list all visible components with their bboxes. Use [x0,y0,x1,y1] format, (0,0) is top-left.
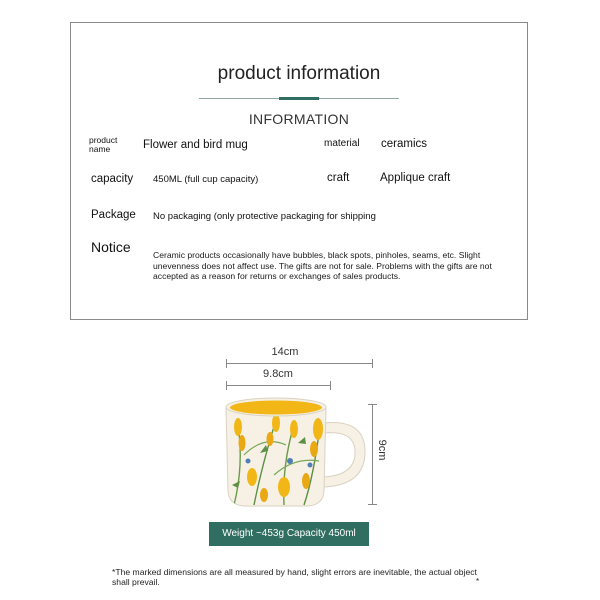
title-divider-accent [279,97,319,100]
dimension-height-label: 9cm [376,439,388,461]
dimension-tick [330,381,331,390]
dimension-outer-width-line [226,363,372,364]
dimension-body-width-label: 9.8cm [263,368,293,380]
weight-capacity-banner: Weight ~453g Capacity 450ml [209,522,369,546]
product-name-label: product name [89,135,118,154]
craft-label: craft [327,172,350,184]
product-name-value: Flower and bird mug [143,139,248,151]
dimension-tick [372,359,373,368]
mug-illustration [224,395,374,513]
product-info-card [70,22,528,320]
material-label: material [324,138,360,149]
dimension-outer-width-label: 14cm [271,346,299,358]
dimension-tick [226,381,227,390]
notice-label: Notice [91,239,131,255]
notice-value: Ceramic products occasionally have bubbles, black spots, pinholes, seams, etc. Slight unevenness does not affect use. The gifts are not for sale. Problems with the gifts are not accepted as a reason for returns or exchanges of sales products. [153,250,492,281]
mug-inner [230,401,322,415]
footnote-star: * [476,577,480,586]
info-title: product information [217,63,381,84]
capacity-value: 450ML (full cup capacity) [153,174,259,185]
material-value: ceramics [381,138,428,150]
mug-handle [324,423,365,487]
package-label: Package [91,209,136,221]
capacity-label: capacity [91,173,134,185]
dimension-body-width-line [226,385,330,386]
package-value: No packaging (only protective packaging for shipping [153,211,376,222]
dimension-tick [226,359,227,368]
info-subtitle: INFORMATION [248,111,350,127]
craft-value: Applique craft [380,172,451,184]
dimension-footnote: *The marked dimensions are all measured by hand, slight errors are inevitable, the actual object shall prevail. [112,567,477,587]
